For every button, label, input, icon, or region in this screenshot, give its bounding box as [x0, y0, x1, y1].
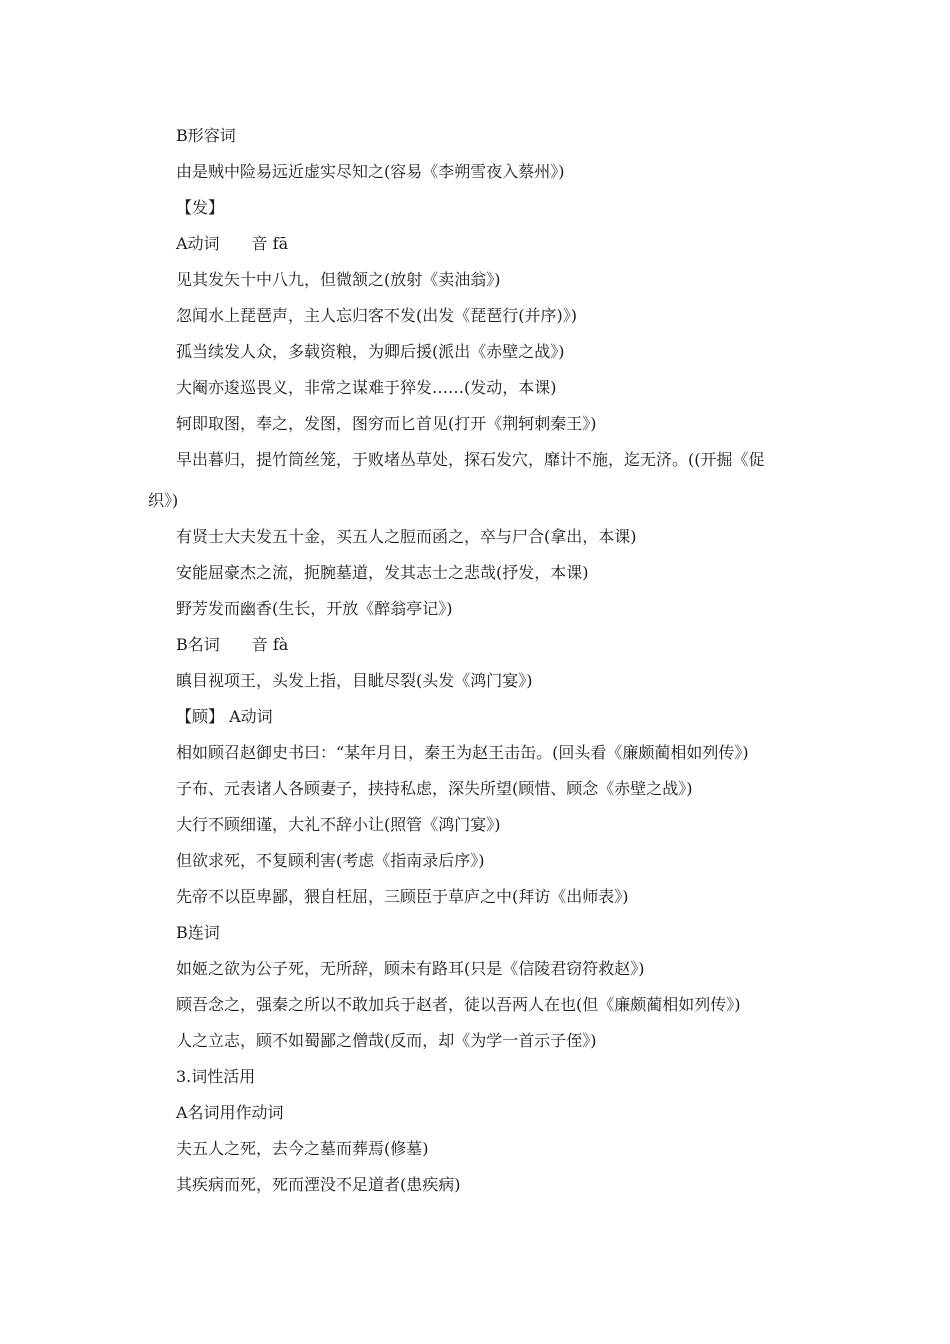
- text-line: A动词 音 fā: [176, 234, 289, 253]
- text-line: 【发】: [176, 198, 225, 217]
- text-line: 其疾病而死，死而湮没不足道者(患疾病): [176, 1175, 461, 1194]
- text-line: 见其发矢十中八九，但微颔之(放射《卖油翁》): [176, 270, 501, 289]
- text-line: 有贤士大夫发五十金，买五人之脰而函之，卒与尸合(拿出，本课): [176, 527, 637, 546]
- text-line: 但欲求死，不复顾利害(考虑《指南录后序》): [176, 851, 485, 870]
- text-line: 大阉亦逡巡畏义，非常之谋难于猝发……(发动，本课): [176, 378, 557, 397]
- text-line: 大行不顾细谨，大礼不辞小让(照管《鸿门宴》): [176, 815, 501, 834]
- text-line: 孤当续发人众，多载资粮，为卿后援(派出《赤壁之战》): [176, 342, 565, 361]
- text-line: 【顾】 A动词: [176, 707, 273, 726]
- text-line: B名词 音 fà: [176, 635, 289, 654]
- text-line: 瞋目视项王，头发上指，目眦尽裂(头发《鸿门宴》): [176, 671, 533, 690]
- text-line: 人之立志，顾不如蜀鄙之僧哉(反而，却《为学一首示子侄》): [176, 1031, 597, 1050]
- text-line: 相如顾召赵御史书曰：“某年月日，秦王为赵王击缶。(回头看《廉颇蔺相如列传》): [176, 743, 749, 762]
- text-line: 野芳发而幽香(生长，开放《醉翁亭记》): [176, 599, 453, 618]
- text-line: 由是贼中险易远近虚实尽知之(容易《李朔雪夜入蔡州》): [176, 162, 565, 181]
- text-line: 子布、元表诸人各顾妻子，挟持私虑，深失所望(顾惜、顾念《赤壁之战》): [176, 779, 693, 798]
- text-line: B连词: [176, 923, 220, 942]
- text-line: B形容词: [176, 126, 236, 145]
- text-line: 轲即取图，奉之，发图，图穷而匕首见(打开《荆轲刺秦王》): [176, 414, 597, 433]
- text-line: 顾吾念之，强秦之所以不敢加兵于赵者，徒以吾两人在也(但《廉颇蔺相如列传》): [176, 995, 741, 1014]
- text-line: 如姬之欲为公子死，无所辞，顾未有路耳(只是《信陵君窃符救赵》): [176, 959, 645, 978]
- text-line: 3.词性活用: [176, 1067, 256, 1086]
- text-line: A名词用作动词: [176, 1103, 284, 1122]
- text-line: 夫五人之死，去今之墓而葬焉(修墓): [176, 1139, 429, 1158]
- text-line: 安能屈豪杰之流，扼腕墓道，发其志士之悲哉(抒发，本课): [176, 563, 589, 582]
- text-line: 忽闻水上琵琶声，主人忘归客不发(出发《琵琶行(并序)》): [176, 306, 577, 325]
- text-line: 先帝不以臣卑鄙，猥自枉屈，三顾臣于草庐之中(拜访《出师表》): [176, 887, 629, 906]
- text-line-continuation: 织》): [148, 491, 179, 510]
- text-line: 早出暮归，提竹筒丝笼，于败堵丛草处，探石发穴，靡计不施，迄无济。((开掘《促: [176, 450, 765, 469]
